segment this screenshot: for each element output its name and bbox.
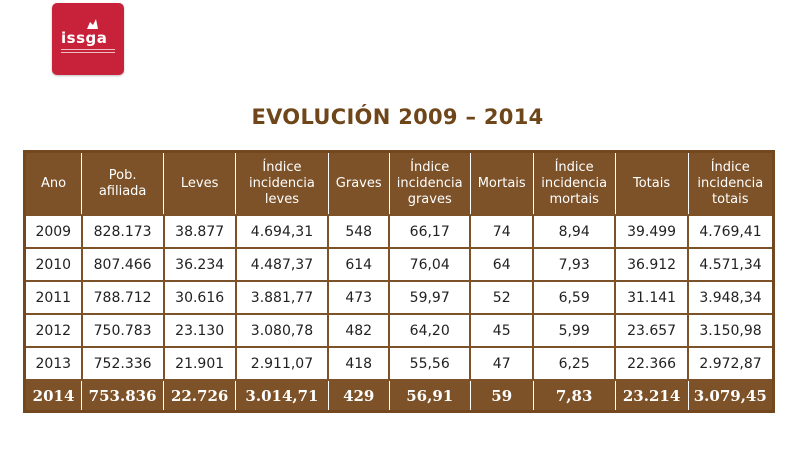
table-cell: 6,25 <box>533 347 615 380</box>
table-cell: 66,17 <box>389 215 470 248</box>
table-cell: 39.499 <box>615 215 688 248</box>
total-cell: 429 <box>328 380 389 412</box>
table-cell: 2012 <box>25 314 82 347</box>
header-cell: Pob. afiliada <box>82 152 164 216</box>
table-cell: 36.912 <box>615 248 688 281</box>
issga-logo <box>52 3 124 75</box>
table-cell: 3.080,78 <box>236 314 329 347</box>
logo-text: issga <box>61 29 108 47</box>
incidence-table <box>23 150 775 413</box>
table-cell: 548 <box>328 215 389 248</box>
table-cell: 7,93 <box>533 248 615 281</box>
table-cell: 2.911,07 <box>236 347 329 380</box>
table-cell: 5,99 <box>533 314 615 347</box>
header-cell: Índice incidencia mortais <box>533 152 615 216</box>
table-cell: 23.130 <box>164 314 236 347</box>
table-cell: 2009 <box>25 215 82 248</box>
total-cell: 753.836 <box>82 380 164 412</box>
total-cell: 56,91 <box>389 380 470 412</box>
table-cell: 3.948,34 <box>688 281 773 314</box>
table-row <box>25 347 774 380</box>
table-cell: 64 <box>470 248 533 281</box>
table-cell: 418 <box>328 347 389 380</box>
table-cell: 4.571,34 <box>688 248 773 281</box>
table-cell: 2011 <box>25 281 82 314</box>
page-title: EVOLUCIÓN 2009 – 2014 <box>251 105 544 129</box>
total-cell: 22.726 <box>164 380 236 412</box>
table-cell: 30.616 <box>164 281 236 314</box>
table-cell: 22.366 <box>615 347 688 380</box>
header-cell: Índice incidencia leves <box>236 152 329 216</box>
header-cell: Mortais <box>470 152 533 216</box>
table-row <box>25 281 774 314</box>
header-cell: Índice incidencia totais <box>688 152 773 216</box>
table-cell: 4.487,37 <box>236 248 329 281</box>
table-cell: 3.881,77 <box>236 281 329 314</box>
table-cell: 807.466 <box>82 248 164 281</box>
table-cell: 752.336 <box>82 347 164 380</box>
table-cell: 23.657 <box>615 314 688 347</box>
table-cell: 55,56 <box>389 347 470 380</box>
total-cell: 59 <box>470 380 533 412</box>
table-cell: 76,04 <box>389 248 470 281</box>
table-cell: 614 <box>328 248 389 281</box>
table-row <box>25 215 774 248</box>
table-cell: 45 <box>470 314 533 347</box>
table-cell: 4.694,31 <box>236 215 329 248</box>
table-cell: 47 <box>470 347 533 380</box>
table-cell: 38.877 <box>164 215 236 248</box>
total-cell: 2014 <box>25 380 82 412</box>
table-cell: 36.234 <box>164 248 236 281</box>
table-body <box>25 215 774 412</box>
table-cell: 59,97 <box>389 281 470 314</box>
table-header-row <box>25 152 774 216</box>
table-cell: 473 <box>328 281 389 314</box>
table-row <box>25 248 774 281</box>
table-cell: 788.712 <box>82 281 164 314</box>
header-cell: Totais <box>615 152 688 216</box>
header-cell: Índice incidencia graves <box>389 152 470 216</box>
total-cell: 23.214 <box>615 380 688 412</box>
table-cell: 6,59 <box>533 281 615 314</box>
total-cell: 3.079,45 <box>688 380 773 412</box>
table-cell: 750.783 <box>82 314 164 347</box>
table-total-row <box>25 380 774 412</box>
table-cell: 74 <box>470 215 533 248</box>
table-cell: 3.150,98 <box>688 314 773 347</box>
table-cell: 4.769,41 <box>688 215 773 248</box>
total-cell: 3.014,71 <box>236 380 329 412</box>
table-cell: 828.173 <box>82 215 164 248</box>
table-cell: 2013 <box>25 347 82 380</box>
table-cell: 64,20 <box>389 314 470 347</box>
table-cell: 21.901 <box>164 347 236 380</box>
table-cell: 31.141 <box>615 281 688 314</box>
total-cell: 7,83 <box>533 380 615 412</box>
header-cell: Leves <box>164 152 236 216</box>
table-cell: 8,94 <box>533 215 615 248</box>
header-cell: Ano <box>25 152 82 216</box>
header-cell: Graves <box>328 152 389 216</box>
table-cell: 482 <box>328 314 389 347</box>
table-row <box>25 314 774 347</box>
table-cell: 52 <box>470 281 533 314</box>
table-cell: 2010 <box>25 248 82 281</box>
logo-subtitle-lines <box>61 49 115 55</box>
table-cell: 2.972,87 <box>688 347 773 380</box>
